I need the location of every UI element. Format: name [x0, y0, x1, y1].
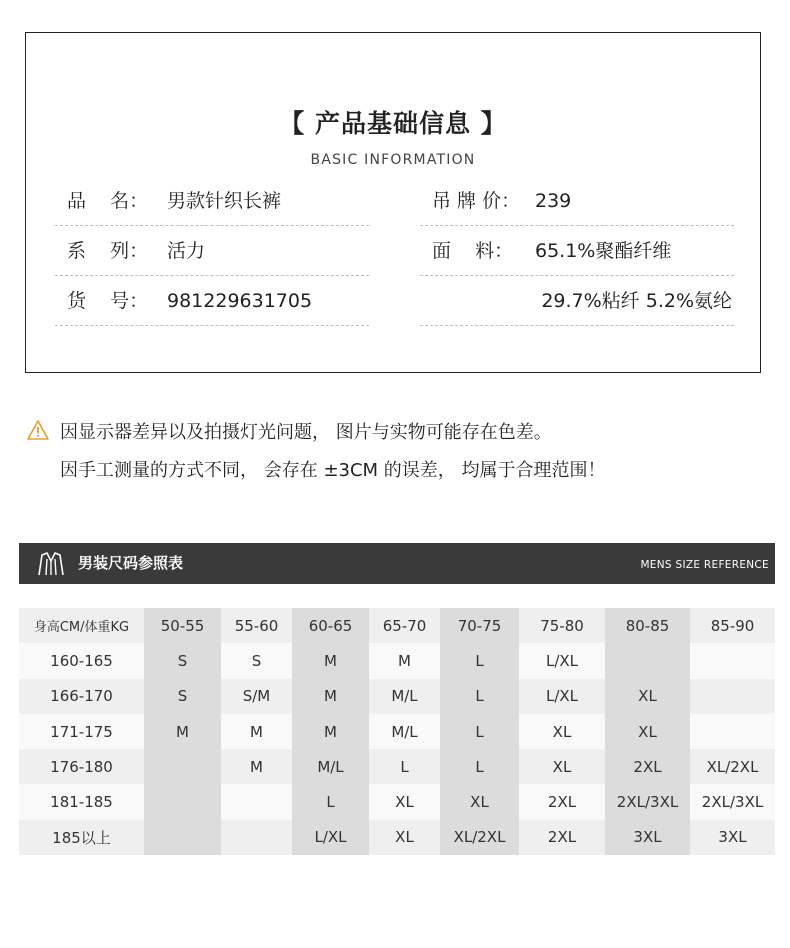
- weight-header: 55-60: [221, 608, 292, 643]
- size-cell: XL: [440, 784, 519, 819]
- size-cell: [690, 643, 775, 678]
- size-cell: L: [440, 749, 519, 784]
- weight-header: 85-90: [690, 608, 775, 643]
- size-cell: S: [221, 643, 292, 678]
- size-cell: 2XL: [605, 749, 690, 784]
- size-cell: [144, 784, 221, 819]
- size-cell: XL: [369, 820, 440, 855]
- weight-header: 65-70: [369, 608, 440, 643]
- size-cell: M: [144, 714, 221, 749]
- size-cell: 2XL: [519, 820, 605, 855]
- info-title: 【 产品基础信息 】: [279, 109, 507, 138]
- info-row-name: [55, 176, 369, 226]
- size-cell: XL/2XL: [690, 749, 775, 784]
- height-cell: 171-175: [19, 714, 144, 749]
- table-row: [19, 679, 775, 714]
- table-row: [19, 820, 775, 855]
- height-cell: 181-185: [19, 784, 144, 819]
- size-chart-subtitle: MENS SIZE REFERENCE: [640, 559, 769, 571]
- weight-header: 70-75: [440, 608, 519, 643]
- table-row: [19, 749, 775, 784]
- size-cell: L: [369, 749, 440, 784]
- size-cell: 3XL: [605, 820, 690, 855]
- size-cell: 2XL/3XL: [605, 784, 690, 819]
- info-subtitle: BASIC INFORMATION: [310, 152, 476, 168]
- size-cell: XL: [519, 714, 605, 749]
- info-row-fabric-cont: [420, 276, 734, 326]
- size-cell: M: [221, 749, 292, 784]
- size-cell: M/L: [369, 679, 440, 714]
- table-header-row: [19, 608, 775, 643]
- info-value: 65.1%聚酯纤维: [535, 240, 672, 262]
- size-cell: L: [440, 714, 519, 749]
- size-chart-header: [19, 543, 775, 584]
- size-cell: S: [144, 643, 221, 678]
- weight-header: 75-80: [519, 608, 605, 643]
- size-cell: M: [292, 643, 369, 678]
- size-cell: XL: [605, 679, 690, 714]
- size-cell: 2XL: [519, 784, 605, 819]
- size-cell: M/L: [292, 749, 369, 784]
- info-label: 吊 牌 价：: [432, 190, 521, 212]
- info-value: 239: [535, 190, 572, 212]
- size-cell: XL: [369, 784, 440, 819]
- info-row-fabric: [420, 226, 734, 276]
- weight-header: 80-85: [605, 608, 690, 643]
- info-value: 男款针织长裤: [167, 190, 282, 212]
- size-cell: L/XL: [519, 679, 605, 714]
- info-label: 货 号：: [67, 290, 149, 312]
- info-row-item-no: [55, 276, 369, 326]
- height-cell: 185以上: [19, 820, 144, 855]
- garment-logo-icon: [37, 551, 65, 577]
- size-cell: [690, 679, 775, 714]
- table-row: [19, 784, 775, 819]
- size-cell: 3XL: [690, 820, 775, 855]
- size-cell: XL: [605, 714, 690, 749]
- warning-triangle-icon: [27, 420, 49, 440]
- size-cell: XL: [519, 749, 605, 784]
- size-cell: L: [292, 784, 369, 819]
- size-cell: M: [221, 714, 292, 749]
- size-cell: [144, 749, 221, 784]
- size-cell: M/L: [369, 714, 440, 749]
- notice-line-2: 因手工测量的方式不同， 会存在 ±3CM 的误差， 均属于合理范围！: [60, 460, 606, 481]
- weight-header: 50-55: [144, 608, 221, 643]
- size-cell: L/XL: [292, 820, 369, 855]
- height-cell: 166-170: [19, 679, 144, 714]
- size-cell: [144, 820, 221, 855]
- table-row: [19, 643, 775, 678]
- size-cell: L/XL: [519, 643, 605, 678]
- info-value: 活力: [167, 240, 206, 262]
- size-chart-title: 男装尺码参照表: [78, 554, 184, 572]
- size-cell: [221, 784, 292, 819]
- size-cell: S/M: [221, 679, 292, 714]
- size-cell: L: [440, 679, 519, 714]
- table-row: [19, 714, 775, 749]
- info-label: 品 名：: [67, 190, 149, 212]
- header-corner: 身高CM/体重KG: [19, 608, 144, 643]
- info-row-price: [420, 176, 734, 226]
- size-cell: XL/2XL: [440, 820, 519, 855]
- size-cell: [605, 643, 690, 678]
- info-label: 系 列：: [67, 240, 149, 262]
- size-cell: M: [292, 679, 369, 714]
- weight-header: 60-65: [292, 608, 369, 643]
- size-cell: 2XL/3XL: [690, 784, 775, 819]
- height-cell: 160-165: [19, 643, 144, 678]
- size-cell: M: [369, 643, 440, 678]
- size-table: [19, 608, 775, 855]
- size-cell: [690, 714, 775, 749]
- notice-line-1: 因显示器差异以及拍摄灯光问题， 图片与实物可能存在色差。: [60, 422, 552, 443]
- size-cell: [221, 820, 292, 855]
- info-value: 29.7%粘纤 5.2%氨纶: [541, 290, 732, 312]
- height-cell: 176-180: [19, 749, 144, 784]
- info-row-series: [55, 226, 369, 276]
- size-cell: M: [292, 714, 369, 749]
- size-cell: L: [440, 643, 519, 678]
- size-cell: S: [144, 679, 221, 714]
- info-label: 面 料：: [432, 240, 514, 262]
- info-value: 981229631705: [167, 290, 313, 312]
